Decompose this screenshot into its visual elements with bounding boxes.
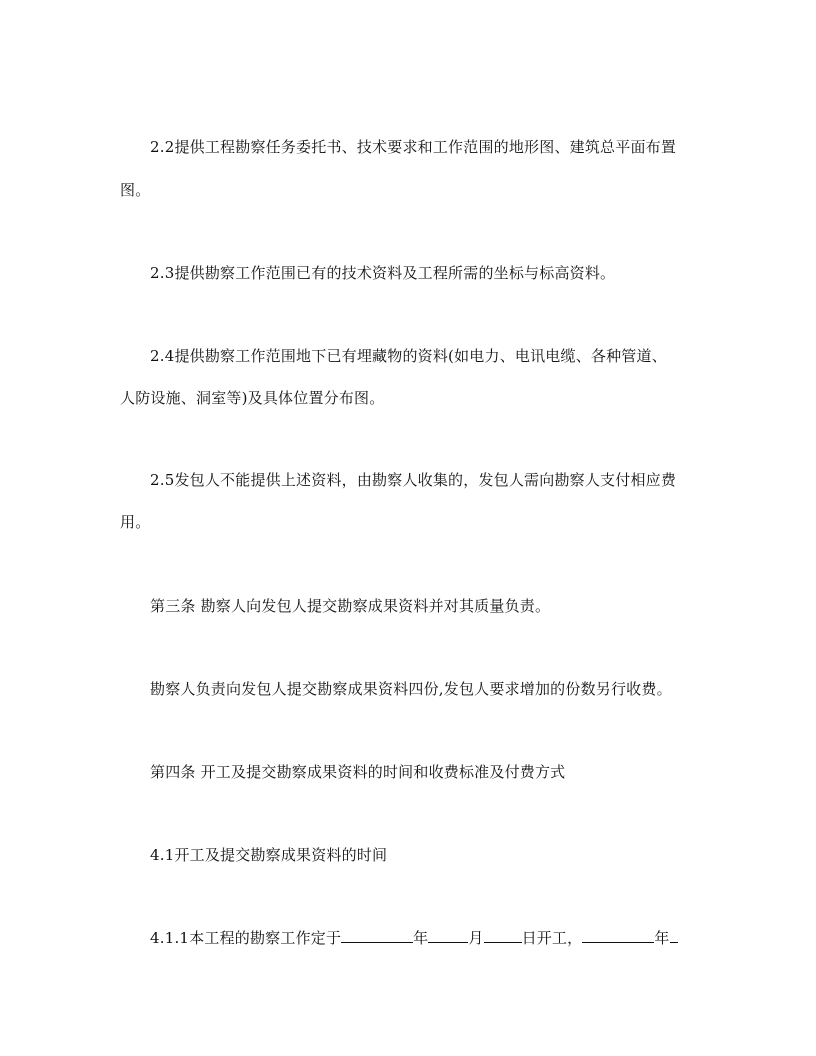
clause-4-1-line-1: 4.1开工及提交勘察成果资料的时间 (150, 846, 388, 864)
clause-2-5-line-2: 用。 (120, 513, 151, 531)
article-3-title: 第三条 勘察人向发包人提交勘察成果资料并对其质量负责。 (150, 597, 551, 615)
clause-4-1-1-prefix: 4.1.1本工程的勘察工作定于 (150, 929, 342, 947)
clause-2-2-line-1: 2.2提供工程勘察任务委托书、技术要求和工作范围的地形图、建筑总平面布置 (150, 138, 677, 156)
clause-2-4-line-1: 2.4提供勘察工作范围地下已有埋藏物的资料(如电力、电讯电缆、各种管道、 (150, 347, 667, 365)
article-4-title: 第四条 开工及提交勘察成果资料的时间和收费标准及付费方式 (150, 763, 566, 781)
start-month-blank[interactable] (428, 928, 468, 943)
day-start-label: 日开工， (521, 929, 583, 947)
year-label-2: 年 (654, 929, 670, 947)
clause-4-1-1-line-1 (150, 928, 678, 948)
end-year-blank[interactable] (582, 928, 654, 943)
start-day-blank[interactable] (484, 928, 522, 943)
month-label: 月 (468, 929, 484, 947)
clause-2-3-line-1: 2.3提供勘察工作范围已有的技术资料及工程所需的坐标与标高资料。 (150, 264, 616, 282)
start-year-blank[interactable] (341, 928, 413, 943)
clause-2-2-line-2: 图。 (120, 181, 151, 199)
article-3-body: 勘察人负责向发包人提交勘察成果资料四份,发包人要求增加的份数另行收费。 (150, 680, 672, 698)
clause-2-4-line-2: 人防设施、洞室等)及具体位置分布图。 (120, 389, 385, 407)
end-month-blank[interactable] (670, 928, 678, 943)
clause-2-5-line-1: 2.5发包人不能提供上述资料，由勘察人收集的，发包人需向勘察人支付相应费 (150, 471, 677, 489)
year-label: 年 (413, 929, 429, 947)
